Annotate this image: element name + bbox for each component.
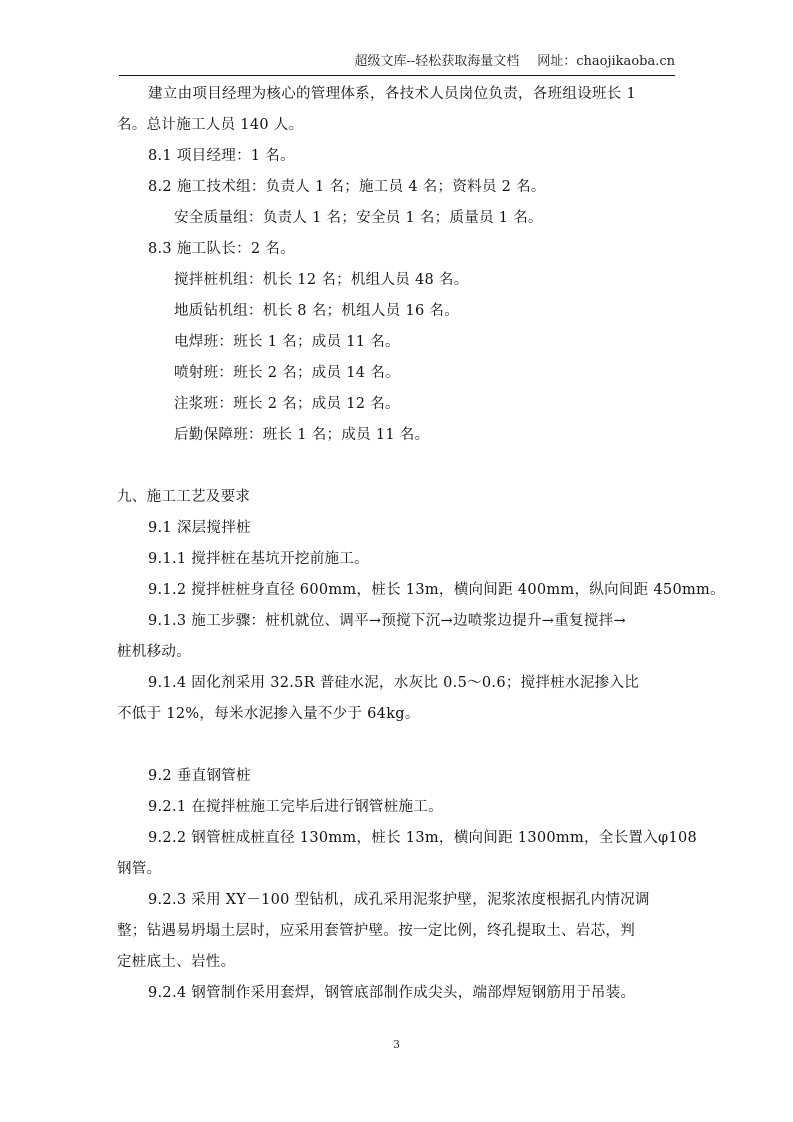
team-item: 喷射班：班长 2 名；成员 14 名。 [174,365,400,381]
item-9-2-3-line-3: 定桩底土、岩性。 [117,954,236,970]
team-item: 注浆班：班长 2 名；成员 12 名。 [174,396,400,412]
item-9-1-3-line-1: 9.1.3 施工步骤：桩机就位、调平→预搅下沉→边喷浆边提升→重复搅拌→ [148,613,626,629]
item-9-2-1: 9.2.1 在搅拌桩施工完毕后进行钢管桩施工。 [148,799,443,815]
header-divider [119,75,675,76]
item-9-2-3-line-1: 9.2.3 采用 XY－100 型钻机，成孔采用泥浆护壁，泥浆浓度根据孔内情况调 [148,892,650,908]
intro-line-2: 名。总计施工人员 140 人。 [117,117,304,133]
item-9-2-2-line-2: 钢管。 [117,861,162,877]
section-9-title: 九、施工工艺及要求 [117,489,251,505]
header-url: 网址：chaojikaoba.cn [537,54,675,69]
subsection-9-2-title: 9.2 垂直钢管桩 [148,768,251,784]
item-8-2: 8.2 施工技术组：负责人 1 名；施工员 4 名；资料员 2 名。 [148,179,546,195]
item-9-1-3-line-2: 桩机移动。 [117,644,191,660]
item-8-3: 8.3 施工队长：2 名。 [148,241,295,257]
item-9-1-1: 9.1.1 搅拌桩在基坑开挖前施工。 [148,551,369,567]
item-9-1-4-line-1: 9.1.4 固化剂采用 32.5R 普硅水泥，水灰比 0.5～0.6；搅拌桩水泥掺入比 [148,675,640,691]
item-9-1-2: 9.1.2 搅拌桩桩身直径 600mm，桩长 13m，横向间距 400mm，纵向间距 450mm。 [148,582,725,598]
item-9-2-2-line-1: 9.2.2 钢管桩成桩直径 130mm，桩长 13m，横向间距 1300mm，全长置入φ108 [148,830,698,846]
item-9-2-4: 9.2.4 钢管制作采用套焊，钢管底部制作成尖头，端部焊短钢筋用于吊装。 [148,985,636,1001]
team-item: 搅拌桩机组：机长 12 名；机组人员 48 名。 [174,272,469,288]
subsection-9-1-title: 9.1 深层搅拌桩 [148,520,251,536]
intro-line-1: 建立由项目经理为核心的管理体系，各技术人员岗位负责，各班组设班长 1 [148,86,637,102]
page-number: 3 [393,1038,400,1051]
item-8-1: 8.1 项目经理：1 名。 [148,148,295,164]
team-item: 后勤保障班：班长 1 名；成员 11 名。 [174,427,430,443]
header-site-name: 超级文库--轻松获取海量文档 [354,54,520,69]
item-9-2-3-line-2: 整；钻遇易坍塌土层时，应采用套管护壁。按一定比例，终孔提取土、岩芯，判 [117,923,635,939]
team-item: 电焊班：班长 1 名；成员 11 名。 [174,334,400,350]
page-header [119,52,675,74]
item-9-1-4-line-2: 不低于 12%，每米水泥掺入量不少于 64kg。 [117,706,420,722]
team-item: 地质钻机组：机长 8 名；机组人员 16 名。 [174,303,460,319]
item-8-2-sub: 安全质量组：负责人 1 名；安全员 1 名；质量员 1 名。 [174,210,543,226]
